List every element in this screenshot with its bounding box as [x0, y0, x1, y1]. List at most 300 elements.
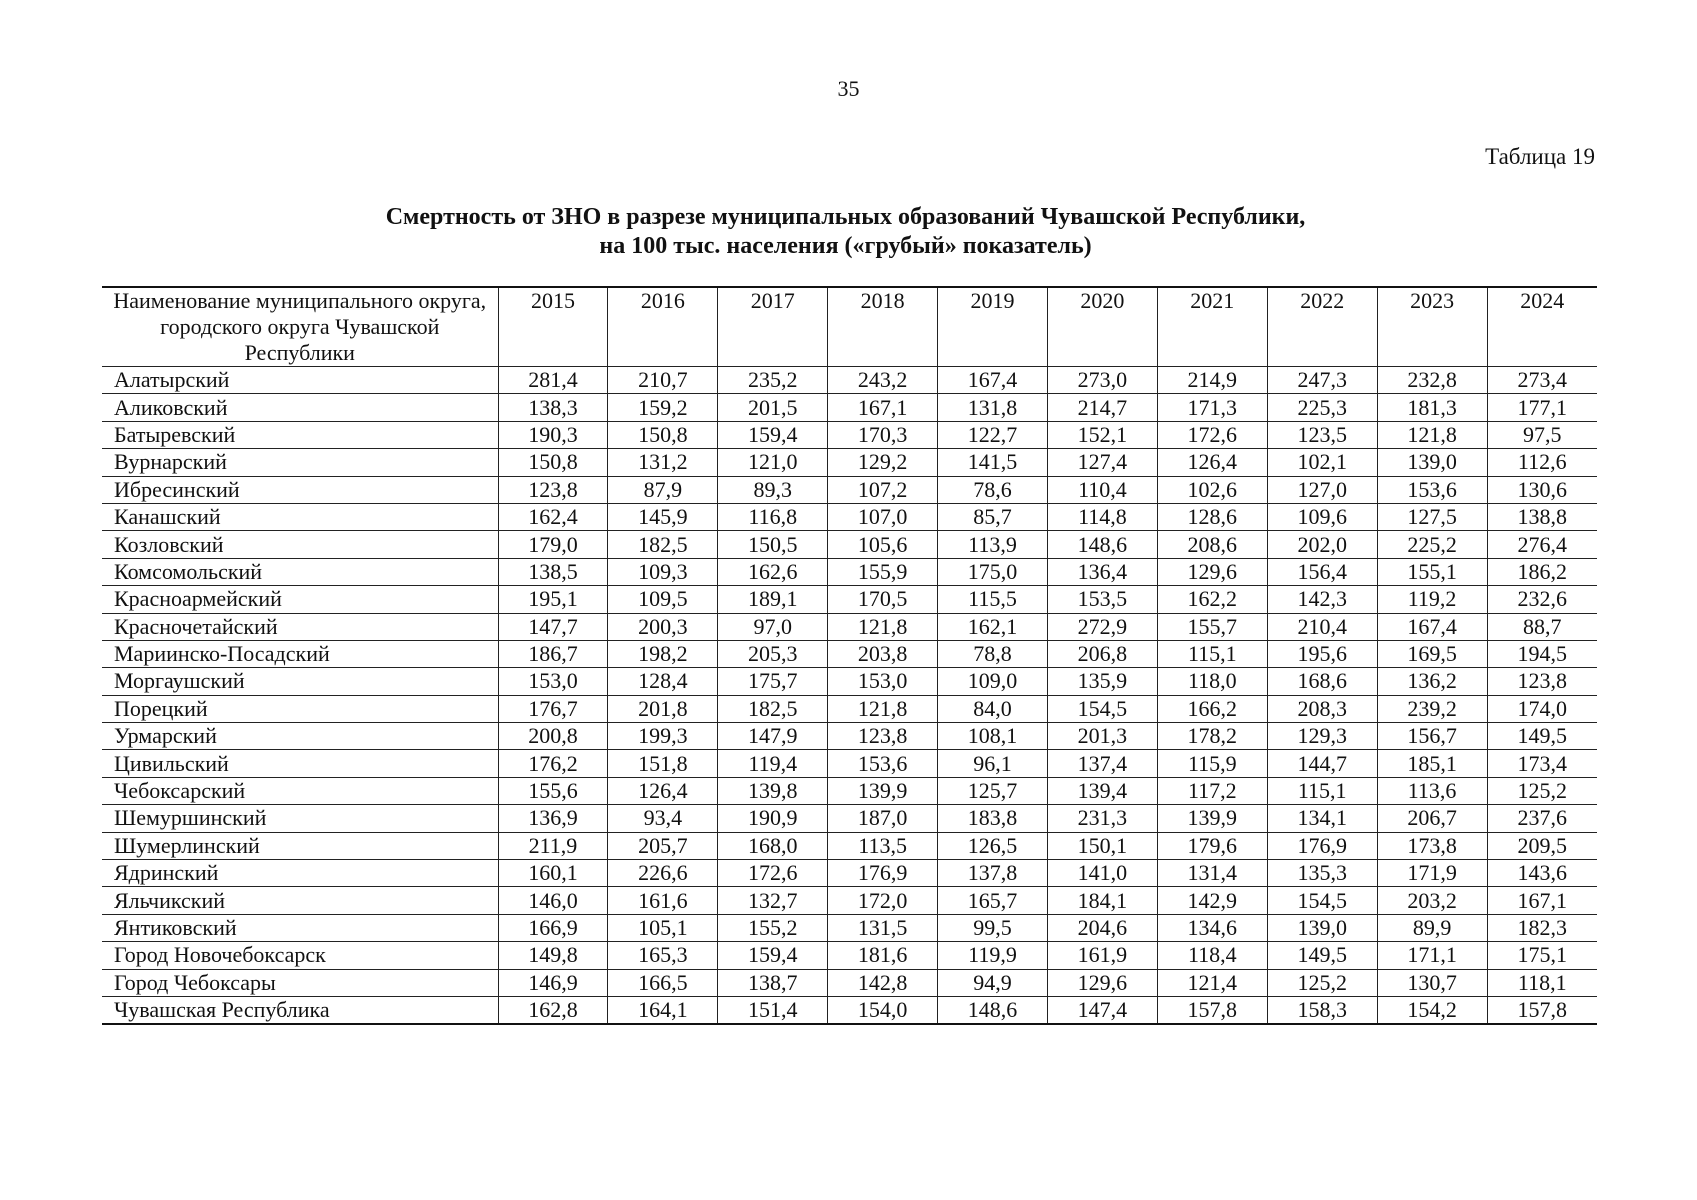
value-cell: 93,4 — [608, 805, 718, 832]
value-cell: 150,5 — [718, 531, 828, 558]
value-cell: 159,4 — [718, 421, 828, 448]
table-row — [102, 394, 1597, 421]
row-name-cell: Шумерлинский — [102, 832, 498, 859]
value-cell: 129,6 — [1047, 969, 1157, 996]
row-name-cell: Ядринский — [102, 860, 498, 887]
table-row — [102, 668, 1597, 695]
column-header-year: 2022 — [1267, 287, 1377, 367]
value-cell: 89,3 — [718, 476, 828, 503]
value-cell: 148,6 — [1047, 531, 1157, 558]
value-cell: 232,8 — [1377, 367, 1487, 394]
value-cell: 85,7 — [938, 503, 1048, 530]
value-cell: 126,4 — [1157, 449, 1267, 476]
value-cell: 206,7 — [1377, 805, 1487, 832]
table-row — [102, 531, 1597, 558]
value-cell: 155,2 — [718, 914, 828, 941]
value-cell: 176,9 — [1267, 832, 1377, 859]
value-cell: 146,9 — [498, 969, 608, 996]
table-row — [102, 887, 1597, 914]
value-cell: 155,1 — [1377, 558, 1487, 585]
value-cell: 109,3 — [608, 558, 718, 585]
value-cell: 200,8 — [498, 723, 608, 750]
value-cell: 165,7 — [938, 887, 1048, 914]
value-cell: 175,0 — [938, 558, 1048, 585]
table-row — [102, 777, 1597, 804]
value-cell: 182,5 — [718, 695, 828, 722]
value-cell: 181,6 — [828, 942, 938, 969]
value-cell: 123,8 — [828, 723, 938, 750]
value-cell: 115,9 — [1157, 750, 1267, 777]
value-cell: 142,3 — [1267, 586, 1377, 613]
value-cell: 187,0 — [828, 805, 938, 832]
table-title-line-1: Смертность от ЗНО в разрезе муниципальных образований Чувашской Республики, — [385, 204, 1306, 230]
value-cell: 155,6 — [498, 777, 608, 804]
value-cell: 113,5 — [828, 832, 938, 859]
value-cell: 162,6 — [718, 558, 828, 585]
row-name-cell: Козловский — [102, 531, 498, 558]
value-cell: 130,6 — [1487, 476, 1597, 503]
value-cell: 118,1 — [1487, 969, 1597, 996]
value-cell: 157,8 — [1157, 996, 1267, 1024]
value-cell: 214,7 — [1047, 394, 1157, 421]
value-cell: 138,5 — [498, 558, 608, 585]
value-cell: 128,6 — [1157, 503, 1267, 530]
table-row — [102, 449, 1597, 476]
value-cell: 139,0 — [1377, 449, 1487, 476]
row-name-cell: Вурнарский — [102, 449, 498, 476]
value-cell: 154,5 — [1047, 695, 1157, 722]
value-cell: 114,8 — [1047, 503, 1157, 530]
value-cell: 141,0 — [1047, 860, 1157, 887]
value-cell: 199,3 — [608, 723, 718, 750]
value-cell: 112,6 — [1487, 449, 1597, 476]
value-cell: 281,4 — [498, 367, 608, 394]
value-cell: 138,7 — [718, 969, 828, 996]
value-cell: 127,0 — [1267, 476, 1377, 503]
value-cell: 149,5 — [1267, 942, 1377, 969]
value-cell: 162,4 — [498, 503, 608, 530]
value-cell: 158,3 — [1267, 996, 1377, 1024]
value-cell: 126,5 — [938, 832, 1048, 859]
value-cell: 204,6 — [1047, 914, 1157, 941]
column-header-year: 2017 — [718, 287, 828, 367]
value-cell: 109,6 — [1267, 503, 1377, 530]
value-cell: 136,9 — [498, 805, 608, 832]
row-name-cell: Порецкий — [102, 695, 498, 722]
value-cell: 131,2 — [608, 449, 718, 476]
row-name-cell: Ибресинский — [102, 476, 498, 503]
table-row — [102, 640, 1597, 667]
value-cell: 203,8 — [828, 640, 938, 667]
value-cell: 247,3 — [1267, 367, 1377, 394]
value-cell: 176,7 — [498, 695, 608, 722]
row-name-cell: Канашский — [102, 503, 498, 530]
value-cell: 173,8 — [1377, 832, 1487, 859]
table-row — [102, 613, 1597, 640]
value-cell: 162,8 — [498, 996, 608, 1024]
value-cell: 136,2 — [1377, 668, 1487, 695]
value-cell: 152,1 — [1047, 421, 1157, 448]
value-cell: 84,0 — [938, 695, 1048, 722]
value-cell: 117,2 — [1157, 777, 1267, 804]
value-cell: 205,3 — [718, 640, 828, 667]
value-cell: 167,4 — [1377, 613, 1487, 640]
value-cell: 102,6 — [1157, 476, 1267, 503]
value-cell: 137,4 — [1047, 750, 1157, 777]
value-cell: 121,8 — [828, 613, 938, 640]
value-cell: 239,2 — [1377, 695, 1487, 722]
value-cell: 151,8 — [608, 750, 718, 777]
value-cell: 190,9 — [718, 805, 828, 832]
row-name-cell: Чебоксарский — [102, 777, 498, 804]
value-cell: 127,4 — [1047, 449, 1157, 476]
value-cell: 151,4 — [718, 996, 828, 1024]
value-cell: 182,5 — [608, 531, 718, 558]
value-cell: 139,4 — [1047, 777, 1157, 804]
value-cell: 171,1 — [1377, 942, 1487, 969]
value-cell: 116,8 — [718, 503, 828, 530]
value-cell: 153,0 — [828, 668, 938, 695]
value-cell: 168,6 — [1267, 668, 1377, 695]
value-cell: 150,8 — [498, 449, 608, 476]
row-name-cell: Мариинско-Посадский — [102, 640, 498, 667]
table-row — [102, 503, 1597, 530]
value-cell: 171,3 — [1157, 394, 1267, 421]
value-cell: 195,6 — [1267, 640, 1377, 667]
value-cell: 184,1 — [1047, 887, 1157, 914]
value-cell: 190,3 — [498, 421, 608, 448]
value-cell: 150,8 — [608, 421, 718, 448]
value-cell: 162,1 — [938, 613, 1048, 640]
value-cell: 205,7 — [608, 832, 718, 859]
value-cell: 109,0 — [938, 668, 1048, 695]
value-cell: 115,1 — [1157, 640, 1267, 667]
column-header-year: 2019 — [938, 287, 1048, 367]
value-cell: 208,6 — [1157, 531, 1267, 558]
value-cell: 156,4 — [1267, 558, 1377, 585]
value-cell: 78,6 — [938, 476, 1048, 503]
value-cell: 237,6 — [1487, 805, 1597, 832]
value-cell: 138,8 — [1487, 503, 1597, 530]
value-cell: 137,8 — [938, 860, 1048, 887]
row-name-cell: Батыревский — [102, 421, 498, 448]
value-cell: 97,5 — [1487, 421, 1597, 448]
value-cell: 201,5 — [718, 394, 828, 421]
value-cell: 170,5 — [828, 586, 938, 613]
value-cell: 139,8 — [718, 777, 828, 804]
row-name-cell: Город Чебоксары — [102, 969, 498, 996]
table-body — [102, 367, 1597, 1025]
value-cell: 143,6 — [1487, 860, 1597, 887]
value-cell: 147,7 — [498, 613, 608, 640]
table-row — [102, 421, 1597, 448]
value-cell: 166,2 — [1157, 695, 1267, 722]
value-cell: 148,6 — [938, 996, 1048, 1024]
row-name-cell: Город Новочебоксарск — [102, 942, 498, 969]
value-cell: 136,4 — [1047, 558, 1157, 585]
value-cell: 185,1 — [1377, 750, 1487, 777]
value-cell: 195,1 — [498, 586, 608, 613]
value-cell: 173,4 — [1487, 750, 1597, 777]
value-cell: 119,4 — [718, 750, 828, 777]
value-cell: 154,5 — [1267, 887, 1377, 914]
value-cell: 147,4 — [1047, 996, 1157, 1024]
value-cell: 201,3 — [1047, 723, 1157, 750]
value-cell: 210,7 — [608, 367, 718, 394]
value-cell: 194,5 — [1487, 640, 1597, 667]
value-cell: 176,9 — [828, 860, 938, 887]
value-cell: 142,9 — [1157, 887, 1267, 914]
value-cell: 174,0 — [1487, 695, 1597, 722]
value-cell: 160,1 — [498, 860, 608, 887]
value-cell: 118,0 — [1157, 668, 1267, 695]
value-cell: 110,4 — [1047, 476, 1157, 503]
value-cell: 206,8 — [1047, 640, 1157, 667]
value-cell: 147,9 — [718, 723, 828, 750]
value-cell: 123,8 — [1487, 668, 1597, 695]
table-row — [102, 860, 1597, 887]
value-cell: 232,6 — [1487, 586, 1597, 613]
table-row — [102, 723, 1597, 750]
value-cell: 243,2 — [828, 367, 938, 394]
value-cell: 134,6 — [1157, 914, 1267, 941]
value-cell: 235,2 — [718, 367, 828, 394]
value-cell: 138,3 — [498, 394, 608, 421]
column-header-name: Наименование муниципального округа, городского округа Чувашской Республики — [102, 287, 498, 367]
value-cell: 182,3 — [1487, 914, 1597, 941]
value-cell: 154,0 — [828, 996, 938, 1024]
value-cell: 169,5 — [1377, 640, 1487, 667]
value-cell: 186,2 — [1487, 558, 1597, 585]
value-cell: 153,5 — [1047, 586, 1157, 613]
value-cell: 132,7 — [718, 887, 828, 914]
value-cell: 125,2 — [1487, 777, 1597, 804]
value-cell: 113,9 — [938, 531, 1048, 558]
column-header-year: 2015 — [498, 287, 608, 367]
value-cell: 161,6 — [608, 887, 718, 914]
value-cell: 97,0 — [718, 613, 828, 640]
value-cell: 214,9 — [1157, 367, 1267, 394]
value-cell: 165,3 — [608, 942, 718, 969]
value-cell: 105,1 — [608, 914, 718, 941]
value-cell: 141,5 — [938, 449, 1048, 476]
row-name-cell: Красночетайский — [102, 613, 498, 640]
column-header-year: 2021 — [1157, 287, 1267, 367]
value-cell: 108,1 — [938, 723, 1048, 750]
value-cell: 175,1 — [1487, 942, 1597, 969]
value-cell: 129,3 — [1267, 723, 1377, 750]
value-cell: 203,2 — [1377, 887, 1487, 914]
value-cell: 122,7 — [938, 421, 1048, 448]
value-cell: 129,6 — [1157, 558, 1267, 585]
row-name-cell: Шемуршинский — [102, 805, 498, 832]
row-name-cell: Яльчикский — [102, 887, 498, 914]
value-cell: 102,1 — [1267, 449, 1377, 476]
value-cell: 113,6 — [1377, 777, 1487, 804]
value-cell: 129,2 — [828, 449, 938, 476]
value-cell: 186,7 — [498, 640, 608, 667]
value-cell: 121,0 — [718, 449, 828, 476]
value-cell: 155,9 — [828, 558, 938, 585]
value-cell: 172,0 — [828, 887, 938, 914]
value-cell: 105,6 — [828, 531, 938, 558]
value-cell: 211,9 — [498, 832, 608, 859]
value-cell: 161,9 — [1047, 942, 1157, 969]
value-cell: 78,8 — [938, 640, 1048, 667]
value-cell: 167,1 — [828, 394, 938, 421]
column-header-year: 2024 — [1487, 287, 1597, 367]
table-row — [102, 586, 1597, 613]
row-name-cell: Моргаушский — [102, 668, 498, 695]
table-row — [102, 996, 1597, 1024]
value-cell: 125,7 — [938, 777, 1048, 804]
value-cell: 171,9 — [1377, 860, 1487, 887]
value-cell: 183,8 — [938, 805, 1048, 832]
value-cell: 131,8 — [938, 394, 1048, 421]
value-cell: 128,4 — [608, 668, 718, 695]
value-cell: 153,6 — [828, 750, 938, 777]
value-cell: 155,7 — [1157, 613, 1267, 640]
value-cell: 139,9 — [828, 777, 938, 804]
value-cell: 166,5 — [608, 969, 718, 996]
value-cell: 149,8 — [498, 942, 608, 969]
value-cell: 226,6 — [608, 860, 718, 887]
value-cell: 89,9 — [1377, 914, 1487, 941]
value-cell: 176,2 — [498, 750, 608, 777]
column-header-year: 2018 — [828, 287, 938, 367]
value-cell: 273,0 — [1047, 367, 1157, 394]
value-cell: 153,6 — [1377, 476, 1487, 503]
row-name-cell: Цивильский — [102, 750, 498, 777]
value-cell: 115,5 — [938, 586, 1048, 613]
value-cell: 177,1 — [1487, 394, 1597, 421]
row-name-cell: Чувашская Республика — [102, 996, 498, 1024]
value-cell: 172,6 — [1157, 421, 1267, 448]
value-cell: 154,2 — [1377, 996, 1487, 1024]
value-cell: 167,1 — [1487, 887, 1597, 914]
table-row — [102, 914, 1597, 941]
value-cell: 175,7 — [718, 668, 828, 695]
value-cell: 181,3 — [1377, 394, 1487, 421]
value-cell: 179,0 — [498, 531, 608, 558]
value-cell: 272,9 — [1047, 613, 1157, 640]
value-cell: 198,2 — [608, 640, 718, 667]
value-cell: 167,4 — [938, 367, 1048, 394]
value-cell: 162,2 — [1157, 586, 1267, 613]
value-cell: 159,2 — [608, 394, 718, 421]
value-cell: 157,8 — [1487, 996, 1597, 1024]
table-title — [0, 203, 1697, 261]
table-row — [102, 558, 1597, 585]
table-title-line-2: на 100 тыс. населения («грубый» показатель) — [599, 233, 1092, 259]
table-row — [102, 805, 1597, 832]
value-cell: 88,7 — [1487, 613, 1597, 640]
value-cell: 276,4 — [1487, 531, 1597, 558]
value-cell: 209,5 — [1487, 832, 1597, 859]
table-row — [102, 942, 1597, 969]
value-cell: 273,4 — [1487, 367, 1597, 394]
value-cell: 135,9 — [1047, 668, 1157, 695]
column-header-year: 2023 — [1377, 287, 1487, 367]
value-cell: 202,0 — [1267, 531, 1377, 558]
value-cell: 119,9 — [938, 942, 1048, 969]
value-cell: 121,8 — [828, 695, 938, 722]
value-cell: 179,6 — [1157, 832, 1267, 859]
value-cell: 127,5 — [1377, 503, 1487, 530]
value-cell: 144,7 — [1267, 750, 1377, 777]
table-row — [102, 750, 1597, 777]
value-cell: 109,5 — [608, 586, 718, 613]
value-cell: 123,8 — [498, 476, 608, 503]
value-cell: 99,5 — [938, 914, 1048, 941]
value-cell: 156,7 — [1377, 723, 1487, 750]
value-cell: 134,1 — [1267, 805, 1377, 832]
value-cell: 121,4 — [1157, 969, 1267, 996]
column-header-year: 2020 — [1047, 287, 1157, 367]
row-name-cell: Янтиковский — [102, 914, 498, 941]
value-cell: 142,8 — [828, 969, 938, 996]
table-row — [102, 695, 1597, 722]
value-cell: 225,3 — [1267, 394, 1377, 421]
value-cell: 159,4 — [718, 942, 828, 969]
value-cell: 123,5 — [1267, 421, 1377, 448]
value-cell: 96,1 — [938, 750, 1048, 777]
value-cell: 153,0 — [498, 668, 608, 695]
value-cell: 121,8 — [1377, 421, 1487, 448]
column-header-year: 2016 — [608, 287, 718, 367]
value-cell: 139,9 — [1157, 805, 1267, 832]
value-cell: 131,5 — [828, 914, 938, 941]
value-cell: 87,9 — [608, 476, 718, 503]
value-cell: 135,3 — [1267, 860, 1377, 887]
value-cell: 172,6 — [718, 860, 828, 887]
table-row — [102, 367, 1597, 394]
page-number: 35 — [837, 76, 860, 101]
value-cell: 208,3 — [1267, 695, 1377, 722]
value-cell: 139,0 — [1267, 914, 1377, 941]
value-cell: 166,9 — [498, 914, 608, 941]
table-row — [102, 969, 1597, 996]
table-row — [102, 476, 1597, 503]
value-cell: 94,9 — [938, 969, 1048, 996]
value-cell: 146,0 — [498, 887, 608, 914]
value-cell: 115,1 — [1267, 777, 1377, 804]
value-cell: 118,4 — [1157, 942, 1267, 969]
value-cell: 200,3 — [608, 613, 718, 640]
row-name-cell: Красноармейский — [102, 586, 498, 613]
row-name-cell: Алатырский — [102, 367, 498, 394]
value-cell: 107,0 — [828, 503, 938, 530]
row-name-cell: Урмарский — [102, 723, 498, 750]
value-cell: 168,0 — [718, 832, 828, 859]
value-cell: 201,8 — [608, 695, 718, 722]
value-cell: 126,4 — [608, 777, 718, 804]
table-label: Таблица 19 — [1485, 144, 1595, 169]
value-cell: 131,4 — [1157, 860, 1267, 887]
value-cell: 164,1 — [608, 996, 718, 1024]
value-cell: 150,1 — [1047, 832, 1157, 859]
table-row — [102, 832, 1597, 859]
value-cell: 107,2 — [828, 476, 938, 503]
value-cell: 119,2 — [1377, 586, 1487, 613]
value-cell: 189,1 — [718, 586, 828, 613]
mortality-table — [102, 286, 1597, 1025]
value-cell: 149,5 — [1487, 723, 1597, 750]
value-cell: 145,9 — [608, 503, 718, 530]
row-name-cell: Комсомольский — [102, 558, 498, 585]
value-cell: 130,7 — [1377, 969, 1487, 996]
value-cell: 210,4 — [1267, 613, 1377, 640]
